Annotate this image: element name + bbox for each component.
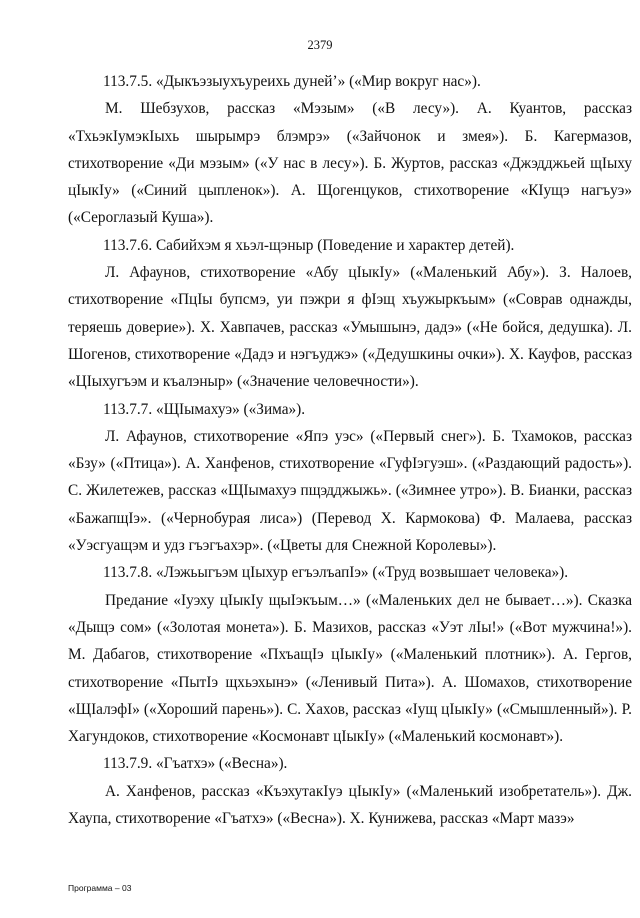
section-heading-113-7-7: 113.7.7. «ЩӀымахуэ» («Зима»).: [103, 400, 306, 418]
section-heading-113-7-6: 113.7.6. Сабийхэм я хьэл-щэныр (Поведение и характер детей).: [103, 236, 515, 254]
section-paragraph-113-7-6: Л. Афаунов, стихотворение «Абу цӀыкӀу» («Маленький Абу»). З. Налоев, стихотворение «ПцӀы бупсмэ, уи пэжри я фӀэщ хъужыркъым» («Соврав однажды, теряешь доверие»). Х. Хавпачев, рассказ «Умышынэ, дадэ» («Не бойся, дедушка). Л. Шогенов, стихотворение «Дадэ и нэгъуджэ» («Дедушкины очки»). Х. Кауфов, рассказ «ЦӀыхугъэм и къалэныр» («Значение человечности»).: [68, 264, 632, 391]
section-paragraph-113-7-9: А. Ханфенов, рассказ «КъэхутакӀуэ цӀыкӀу» («Маленький изобретатель»). Дж. Хаупа, стихотворение «Гъатхэ» («Весна»). Х. Кунижева, рассказ «Март мазэ»: [68, 782, 632, 828]
document-body: [68, 68, 632, 832]
section-paragraph-113-7-5: М. Шебзухов, рассказ «Мэзым» («В лесу»). А. Куантов, рассказ «ТхьэкӀумэкӀыхь шырымрэ блэмрэ» («Зайчонок и змея»). Б. Кагермазов, стихотворение «Ди мэзым» («У нас в лесу»). Б. Журтов, рассказ «Джэдджьей щӀыху цӀыкӀу» («Синий цыпленок»). А. Щогенцуков, стихотворение «КӀущэ нагъуэ» («Сероглазый Куша»).: [68, 100, 632, 227]
section-paragraph-113-7-8: Предание «Іуэху цӀыкӀу щыӀэкъым…» («Маленьких дел не бывает…»). Сказка «Дыщэ сом» («Золотая монета»). Б. Мазихов, рассказ «Уэт лӀы!» («Вот мужчина!»). М. Дабагов, стихотворение «ПхъащӀэ цӀыкӀу» («Маленький плотник»). А. Гергов, стихотворение «ПытӀэ щхьэхынэ» («Ленивый Пита»). А. Шомахов, стихотворение «ЩӀалэфӀ» («Хороший парень»). С. Хахов, рассказ «Іущ цӀыкӀу» («Смышленный»). Р. Хагундоков, стихотворение «Космонавт цӀыкӀу» («Маленький космонавт»).: [68, 591, 632, 746]
section-heading-113-7-9: 113.7.9. «Гъатхэ» («Весна»).: [103, 755, 288, 773]
section-paragraph-113-7-7: Л. Афаунов, стихотворение «Япэ уэс» («Первый снег»). Б. Тхамоков, рассказ «Бзу» («Птица»). А. Ханфенов, стихотворение «ГуфӀэгуэш». («Раздающий радость»). С. Жилетежев, рассказ «ЩӀымахуэ пщэдджыжь». («Зимнее утро»). В. Бианки, рассказ «БажапщӀэ». («Чернобурая лиса») (Перевод Х. Кармокова) Ф. Малаева, рассказ «Уэсгуащэм и удз гъэгъахэр». («Цветы для Снежной Королевы»).: [68, 427, 632, 555]
page-footer: Программа – 03: [68, 883, 132, 893]
section-heading-113-7-8: 113.7.8. «Лэжьыгъэм цӀыхур егъэлъапӀэ» («Труд возвышает человека»).: [103, 564, 569, 582]
section-heading-113-7-5: 113.7.5. «Дыкъэзыухъуреихь дунейʼ» («Мир вокруг нас»).: [103, 73, 481, 90]
page-number: 2379: [307, 38, 333, 52]
